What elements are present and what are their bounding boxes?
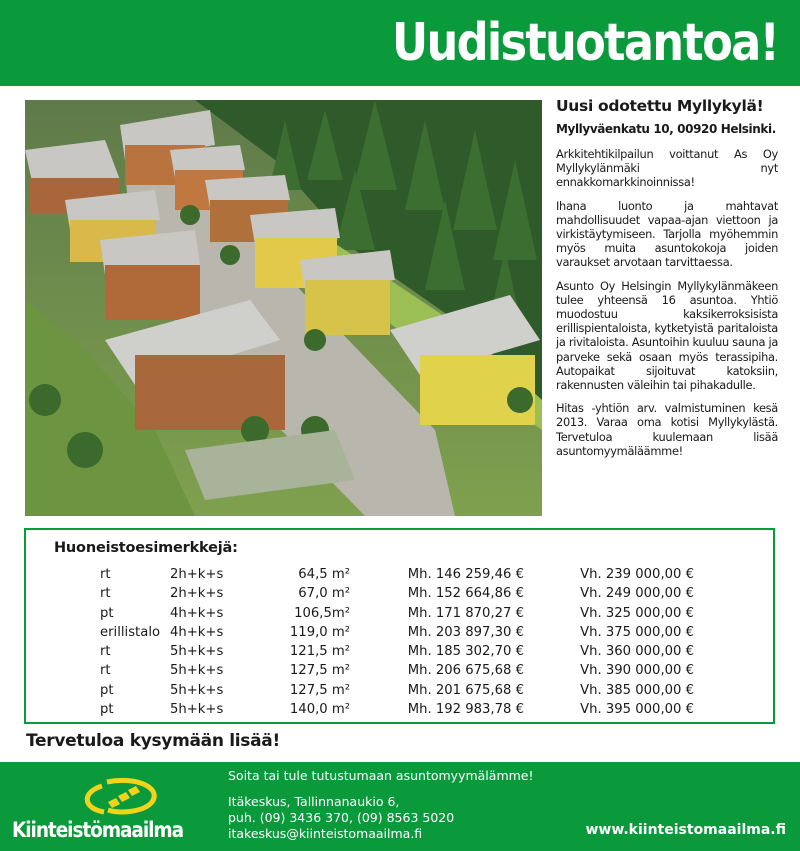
apartment-rooms: 5h+k+s [170,663,224,679]
contact-phone: puh. (09) 3436 370, (09) 8563 5020 [228,810,455,825]
apartment-type: pt [100,605,114,621]
apartment-price: Vh. 325 000,00 € [580,605,694,621]
contact-lead: Soita tai tule tutustumaan asuntomyymälämme! [228,768,534,783]
table-row [26,604,773,623]
apartment-debt-free-price: Mh. 201 675,68 € [407,682,524,698]
apartment-area: 64,5 m² [298,567,350,582]
apartment-price: Vh. 239 000,00 € [580,567,694,582]
logo-swoosh-icon [12,774,202,818]
apartment-price: Vh. 249 000,00 € [580,586,694,602]
apartment-area: 127,5 m² [289,663,350,679]
apartment-price: Vh. 375 000,00 € [580,624,694,640]
contact-address: Itäkeskus, Tallinnanaukio 6, [228,794,400,809]
intro-paragraph: Arkkitehtikilpailun voittanut As Oy Myllykylänmäki nyt ennakkomarkkinoinnissa! [556,147,778,190]
contact-details [228,794,454,842]
apartment-debt-free-price: Mh. 185 302,70 € [407,644,524,660]
apartment-type: rt [100,663,111,679]
intro-paragraph: Hitas -yhtiön arv. valmistuminen kesä 2013. Varaa oma kotisi Myllykylästä. Tervetuloa kuulemaan lisää asuntomyymäläämme! [556,401,778,458]
apartment-area: 127,5 m² [289,682,350,698]
table-row [26,661,773,680]
table-row [26,623,773,642]
intro-title: Uusi odotettu Myllykylä! [556,97,764,115]
apartment-type: rt [100,567,111,582]
apartment-type: pt [100,682,114,698]
examples-table [26,565,773,719]
table-row [26,700,773,719]
table-row [26,642,773,661]
apartment-area: 121,5 m² [289,644,350,660]
apartment-rooms: 2h+k+s [170,567,224,582]
apartment-rooms: 5h+k+s [170,702,224,718]
apartment-type: rt [100,644,111,660]
intro-paragraph: Ihana luonto ja mahtavat mahdollisuudet vapaa-ajan viettoon ja virkistäytymiseen. Tarjolla myöhemmin myös muita asuntokokoja joiden varaukset arvotaan tarvittaessa. [556,198,778,270]
apartment-price: Vh. 390 000,00 € [580,663,694,679]
page-title: Uudistuotantoa! [391,13,778,73]
apartment-debt-free-price: Mh. 206 675,68 € [407,663,524,679]
apartment-debt-free-price: Mh. 192 983,78 € [407,702,524,718]
intro-paragraph: Asunto Oy Helsingin Myllykylänmäkeen tulee yhteensä 16 asuntoa. Yhtiö muodostuu kaksikerroksisista erillispientaloista, kytketyistä paritaloista ja rivitaloista. Asuntoihin kuuluu sauna ja parveke sekä osaan myös terassipiha. Autopaikat sijoituvat katoksiin, rakennusten väleihin tai pihakadulle. [556,278,778,393]
apartment-rooms: 4h+k+s [170,624,224,640]
apartment-examples-box [24,528,775,724]
contact-email[interactable]: itakeskus@kiinteistomaailma.fi [228,826,423,841]
apartment-rooms: 5h+k+s [170,682,224,698]
footer-banner [0,762,800,851]
aerial-rendering-image [25,100,542,516]
examples-title: Huoneistoesimerkkejä: [54,540,238,556]
header-banner [0,0,800,86]
apartment-debt-free-price: Mh. 203 897,30 € [407,624,524,640]
apartment-rooms: 5h+k+s [170,644,224,660]
intro-section [556,96,778,458]
table-row [26,584,773,603]
apartment-type: erillistalo [100,624,161,640]
apartment-debt-free-price: Mh. 146 259,46 € [407,567,524,582]
welcome-heading: Tervetuloa kysymään lisää! [26,731,280,751]
brand-logo [12,774,202,846]
website-link[interactable]: www.kiinteistomaailma.fi [585,822,786,838]
apartment-price: Vh. 360 000,00 € [580,644,694,660]
apartment-rooms: 4h+k+s [170,605,224,621]
apartment-price: Vh. 385 000,00 € [580,682,694,698]
apartment-debt-free-price: Mh. 171 870,27 € [407,605,524,621]
apartment-area: 106,5m² [294,605,350,621]
apartment-area: 119,0 m² [289,624,350,640]
brand-name: Kiinteistömaailma [12,818,184,842]
apartment-type: pt [100,702,114,718]
apartment-area: 140,0 m² [289,702,350,718]
apartment-area: 67,0 m² [298,586,350,602]
apartment-debt-free-price: Mh. 152 664,86 € [407,586,524,602]
apartment-rooms: 2h+k+s [170,586,224,602]
apartment-price: Vh. 395 000,00 € [580,702,694,718]
intro-address: Myllyväenkatu 10, 00920 Helsinki. [556,122,776,136]
table-row [26,565,773,584]
table-row [26,681,773,700]
apartment-type: rt [100,586,111,602]
